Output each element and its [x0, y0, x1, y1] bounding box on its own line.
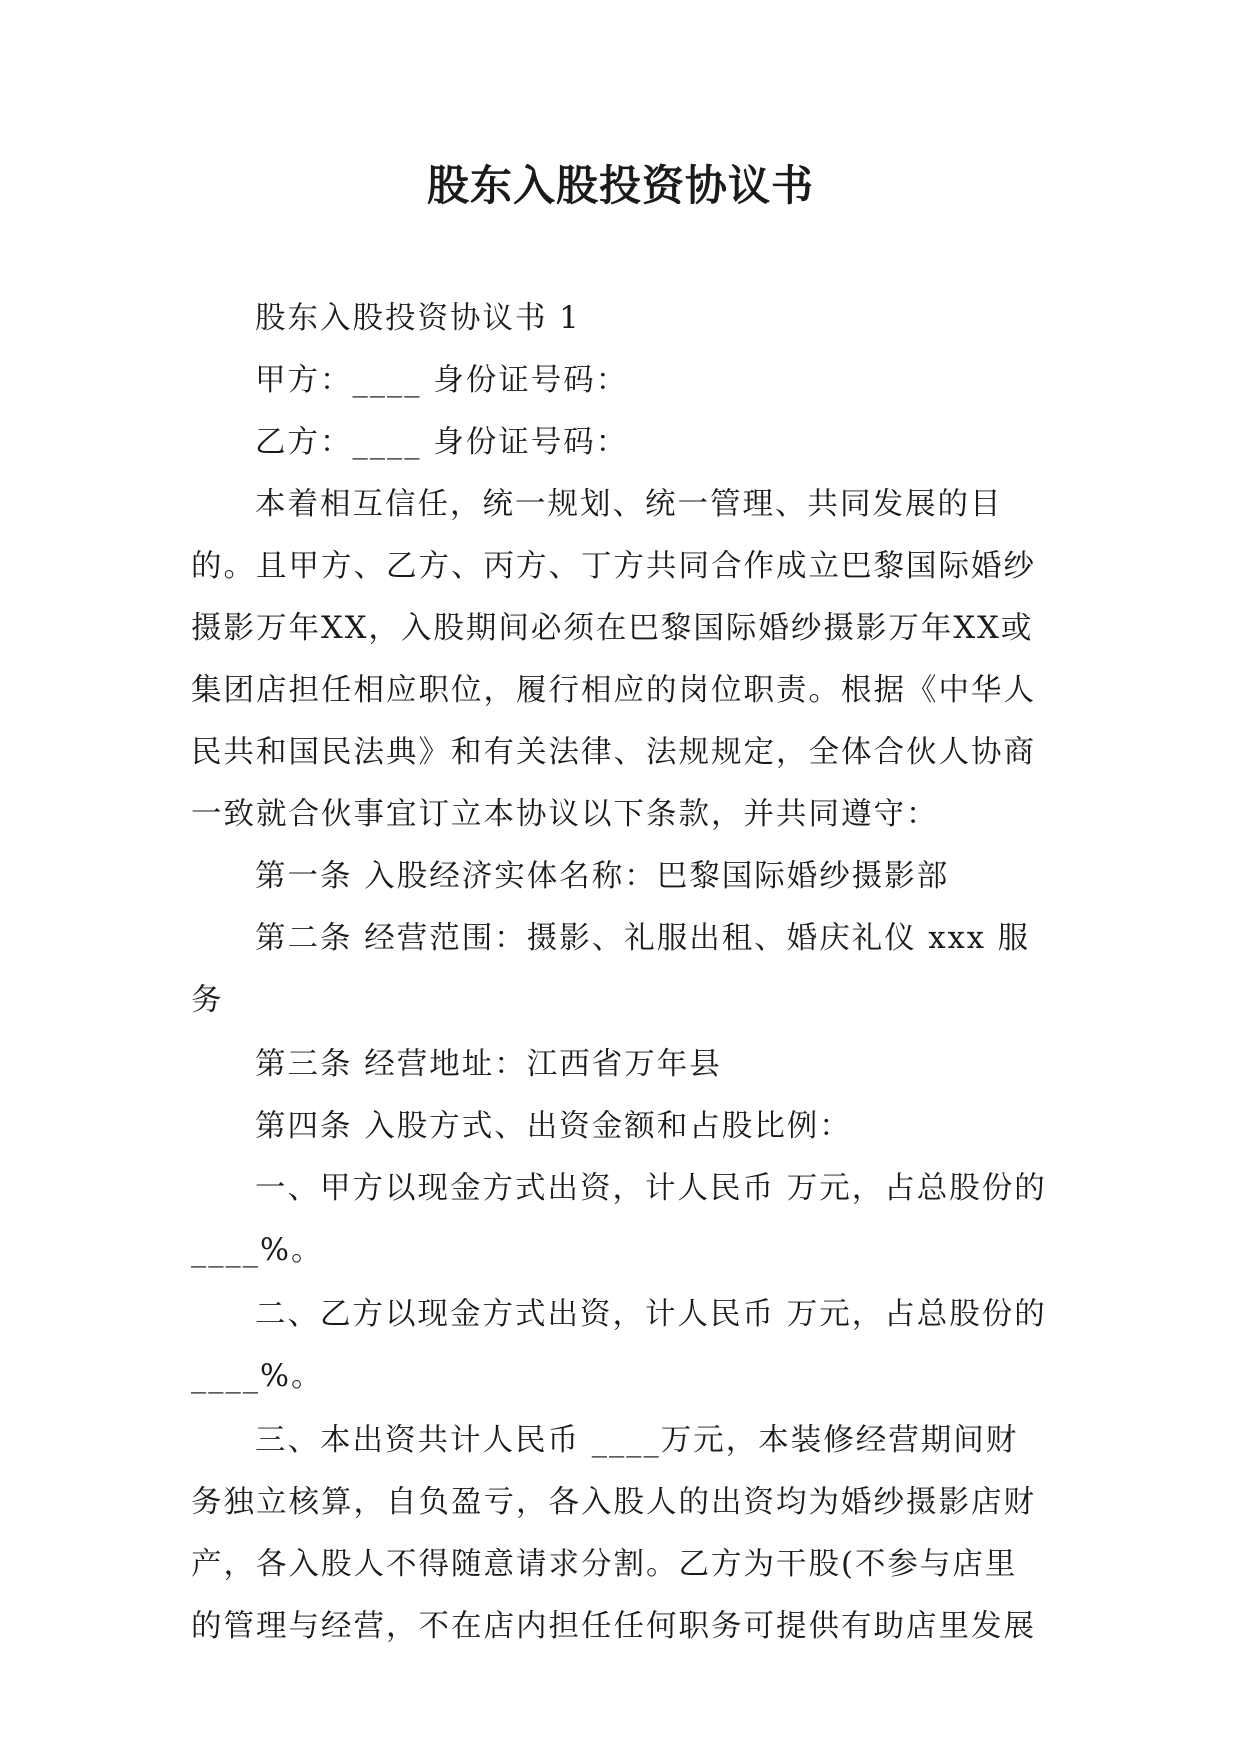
party-b-line: 乙方：____ 身份证号码：	[255, 425, 629, 460]
document-title: 股东入股投资协议书	[426, 161, 814, 210]
party-a-line: 甲方：____ 身份证号码：	[255, 363, 629, 398]
article-4: 第四条 入股方式、出资金额和占股比例：	[255, 1109, 852, 1144]
document-body	[191, 288, 1049, 1658]
article-1: 第一条 入股经济实体名称：巴黎国际婚纱摄影部	[255, 859, 950, 894]
clause-2: 二、乙方以现金方式出资，计人民币 万元，占总股份的 ____%。	[191, 1297, 1047, 1394]
clause-3: 三、本出资共计人民币 ____万元，本装修经营期间财务独立核算，自负盈亏，各入股人的出资均为婚纱摄影店财产，各入股人不得随意请求分割。乙方为干股(不参与店里的管理与经营，不在店内担任任何职务可提供有助店里发展	[191, 1423, 1036, 1644]
preamble-paragraph: 本着相互信任，统一规划、统一管理、共同发展的目的。且甲方、乙方、丙方、丁方共同合作成立巴黎国际婚纱摄影万年XX，入股期间必须在巴黎国际婚纱摄影万年XX或集团店担任相应职位，履行相应的岗位职责。根据《中华人民共和国民法典》和有关法律、法规规定，全体合伙人协商一致就合伙事宜订立本协议以下条款，并共同遵守：	[191, 487, 1036, 832]
article-2: 第二条 经营范围：摄影、礼服出租、婚庆礼仪 xxx 服务	[191, 921, 1031, 1018]
article-3: 第三条 经营地址：江西省万年县	[255, 1047, 722, 1082]
subtitle-line: 股东入股投资协议书 1	[255, 301, 581, 336]
clause-1: 一、甲方以现金方式出资，计人民币 万元，占总股份的 ____%。	[191, 1171, 1047, 1268]
